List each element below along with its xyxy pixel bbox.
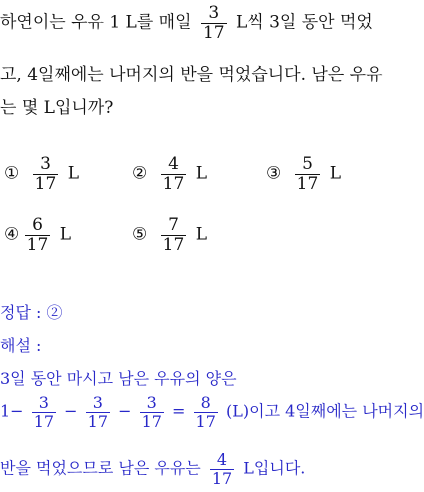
option-5[interactable] xyxy=(132,216,207,254)
fraction-numerator: 8 xyxy=(200,393,211,412)
option-fraction xyxy=(161,155,187,193)
fraction-numerator: 3 xyxy=(40,154,51,174)
fraction-numerator: 3 xyxy=(146,393,157,412)
option-marker: ③ xyxy=(266,163,282,184)
fraction-numerator: 4 xyxy=(168,154,179,174)
solution-text: 반을 먹었으므로 남은 우유는 xyxy=(0,458,201,478)
option-unit: L xyxy=(195,163,207,184)
fraction-numerator: 5 xyxy=(302,154,313,174)
option-marker: ④ xyxy=(4,224,20,245)
fraction-numerator: 6 xyxy=(32,215,43,235)
option-marker: ② xyxy=(132,163,148,184)
solution-fraction xyxy=(140,394,164,430)
option-marker: ⑤ xyxy=(132,224,148,245)
solution-fraction xyxy=(210,451,234,487)
fraction-numerator: 4 xyxy=(216,450,228,469)
fraction-denominator: 17 xyxy=(87,411,108,431)
minus-sign: − xyxy=(64,401,78,421)
option-4[interactable] xyxy=(4,216,71,254)
solution-fraction xyxy=(86,394,110,430)
question-text: 하연이는 우유 1 L를 매일 xyxy=(0,12,192,33)
fraction-denominator: 17 xyxy=(195,411,216,431)
question-line-1 xyxy=(0,4,373,42)
fraction-numerator: 3 xyxy=(208,3,220,23)
option-2[interactable] xyxy=(132,155,207,193)
option-marker: ① xyxy=(4,163,20,184)
option-unit: L xyxy=(67,163,79,184)
fraction-denominator: 17 xyxy=(162,173,185,194)
question-line-3: 는 몇 L입니까? xyxy=(0,98,114,118)
fraction-denominator: 17 xyxy=(33,411,55,431)
equals-sign: = xyxy=(172,401,186,421)
fraction xyxy=(201,4,227,42)
solution-line-1: 3일 동안 마시고 남은 우유의 양은 xyxy=(0,369,237,388)
fraction-numerator: 3 xyxy=(92,393,103,412)
minus-sign: − xyxy=(118,401,132,421)
solution-line-2 xyxy=(0,394,424,430)
fraction-denominator: 17 xyxy=(162,234,185,255)
fraction-denominator: 17 xyxy=(26,234,49,255)
fraction-denominator: 17 xyxy=(141,411,162,431)
option-unit: L xyxy=(59,224,71,245)
solution-text: (L)이고 4일째에는 나머지의 xyxy=(226,401,424,421)
option-fraction xyxy=(33,155,59,193)
question-line-2: 고, 4일째에는 나머지의 반을 먹었습니다. 남은 우유 xyxy=(0,65,383,85)
fraction-numerator: 7 xyxy=(168,215,179,235)
fraction-numerator: 3 xyxy=(38,393,49,412)
option-fraction xyxy=(161,216,187,254)
solution-fraction xyxy=(32,394,56,430)
option-fraction xyxy=(25,216,51,254)
solution-line-3 xyxy=(0,451,305,487)
option-unit: L xyxy=(195,224,207,245)
fraction-denominator: 17 xyxy=(211,468,233,488)
fraction-denominator: 17 xyxy=(202,22,225,43)
explanation-label: 해설 : xyxy=(0,336,42,355)
fraction-denominator: 17 xyxy=(296,173,319,194)
fraction-denominator: 17 xyxy=(34,173,57,194)
solution-text: 1− xyxy=(0,401,24,421)
option-3[interactable] xyxy=(266,155,341,193)
solution-text: L입니다. xyxy=(243,458,306,478)
solution-fraction xyxy=(194,394,218,430)
answer-label: 정답 : ② xyxy=(0,303,63,322)
option-fraction xyxy=(295,155,321,193)
option-unit: L xyxy=(329,163,341,184)
option-1[interactable] xyxy=(4,155,79,193)
question-text: L씩 3일 동안 먹었 xyxy=(235,12,373,33)
